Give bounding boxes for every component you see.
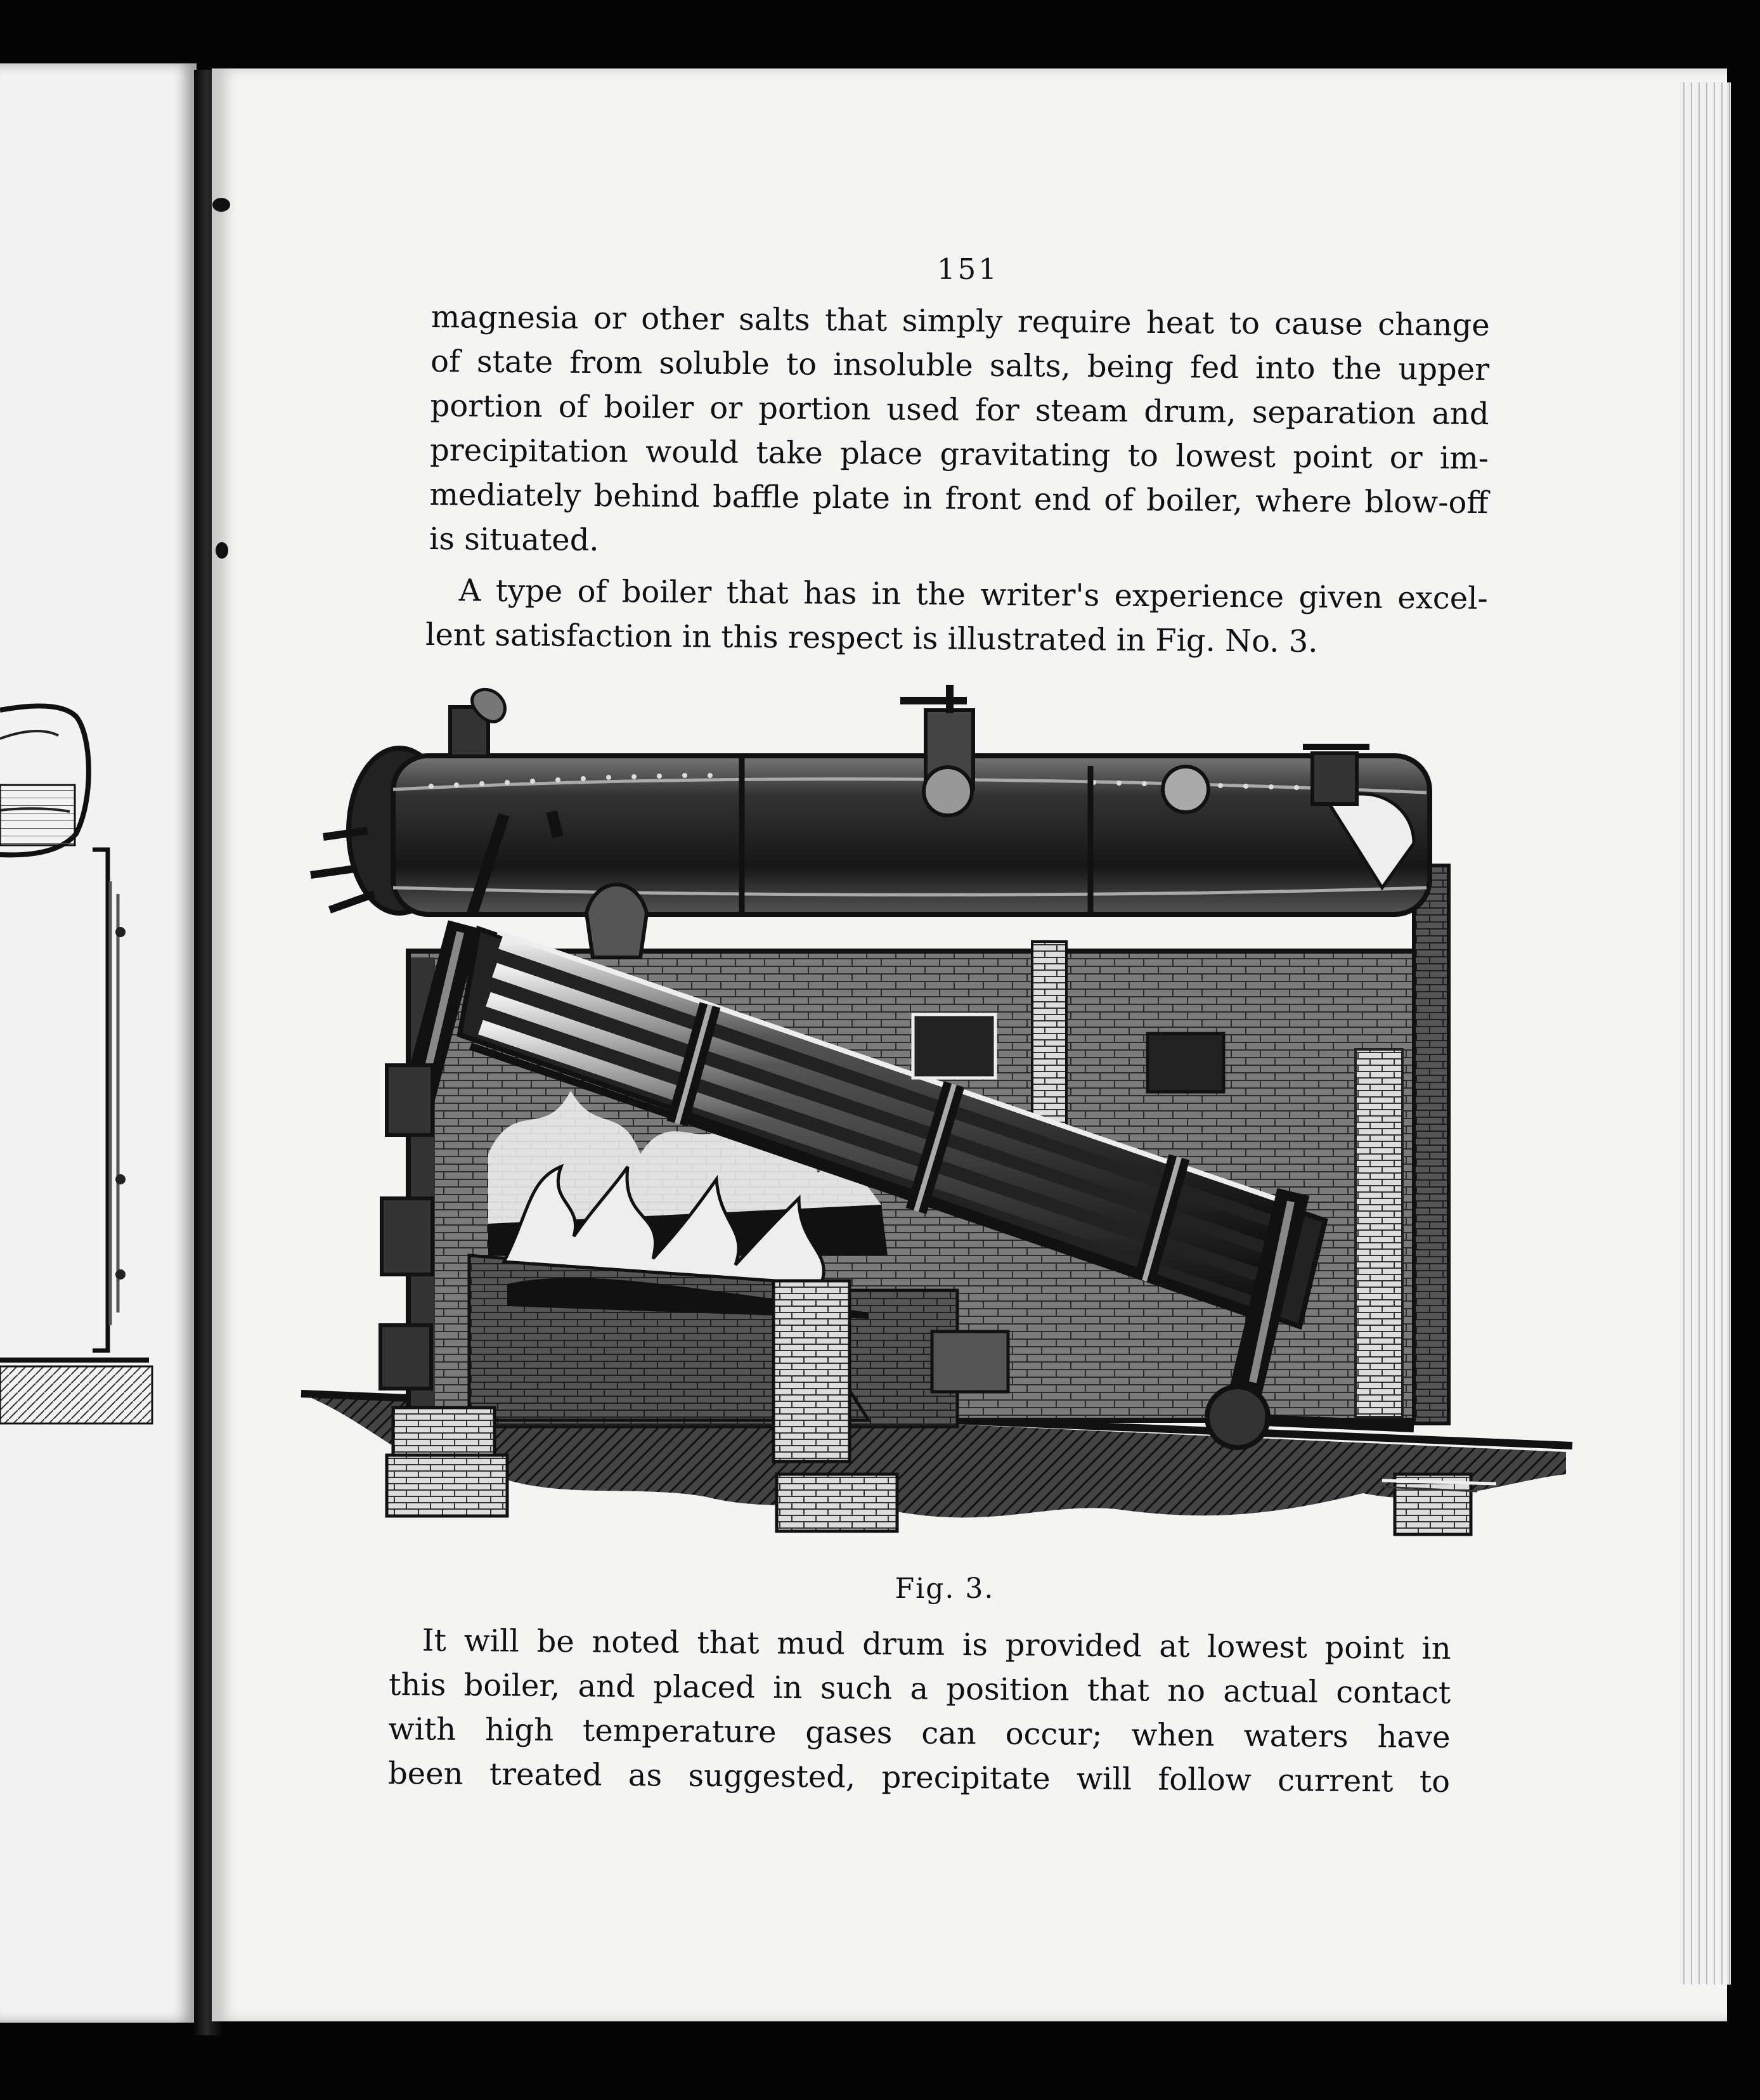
left-page-technical-drawing [0,691,159,1452]
scan-dust-mark [212,198,230,212]
scan-dust-mark [216,542,228,559]
figure-caption-prefix: Fig. [895,1572,955,1605]
boiler-engraving-illustration [298,685,1579,1553]
figure-reference-paragraph [425,568,1488,665]
text-line: portion of boiler or portion used for steam drum, separation and [430,387,1489,432]
text-line: It will be noted that mud drum is provided at lowest point in [422,1623,1451,1667]
figure-caption [862,1572,1027,1605]
page-number: 151 [937,252,999,286]
text-line: A type of boiler that has in the writer's experience given excel- [458,573,1488,617]
text-line: lent satisfaction in this respect is illustrated in Fig. No. 3. [425,616,1318,660]
paragraph-after-figure [388,1618,1451,1804]
text-line: is situated. [429,521,599,559]
text-line: mediately behind baffle plate in front end of boiler, where blow-off [429,476,1489,521]
text-line: been treated as suggested, precipitate will follow current to [387,1755,1451,1800]
page-stack-edge [1680,82,1731,1985]
text-line: magnesia or other salts that simply require heat to cause change [430,299,1490,344]
text-line: this boiler, and placed in such a position that no actual contact [388,1666,1451,1711]
text-line: with high temperature gases can occur; when waters have [388,1711,1451,1756]
text-line: precipitation would take place gravitating to lowest point or im- [429,432,1489,477]
paragraph-before-figure [429,295,1490,569]
figure-caption-number: 3. [965,1572,995,1605]
text-line: of state from soluble to insoluble salts, being fed into the upper [430,343,1490,388]
